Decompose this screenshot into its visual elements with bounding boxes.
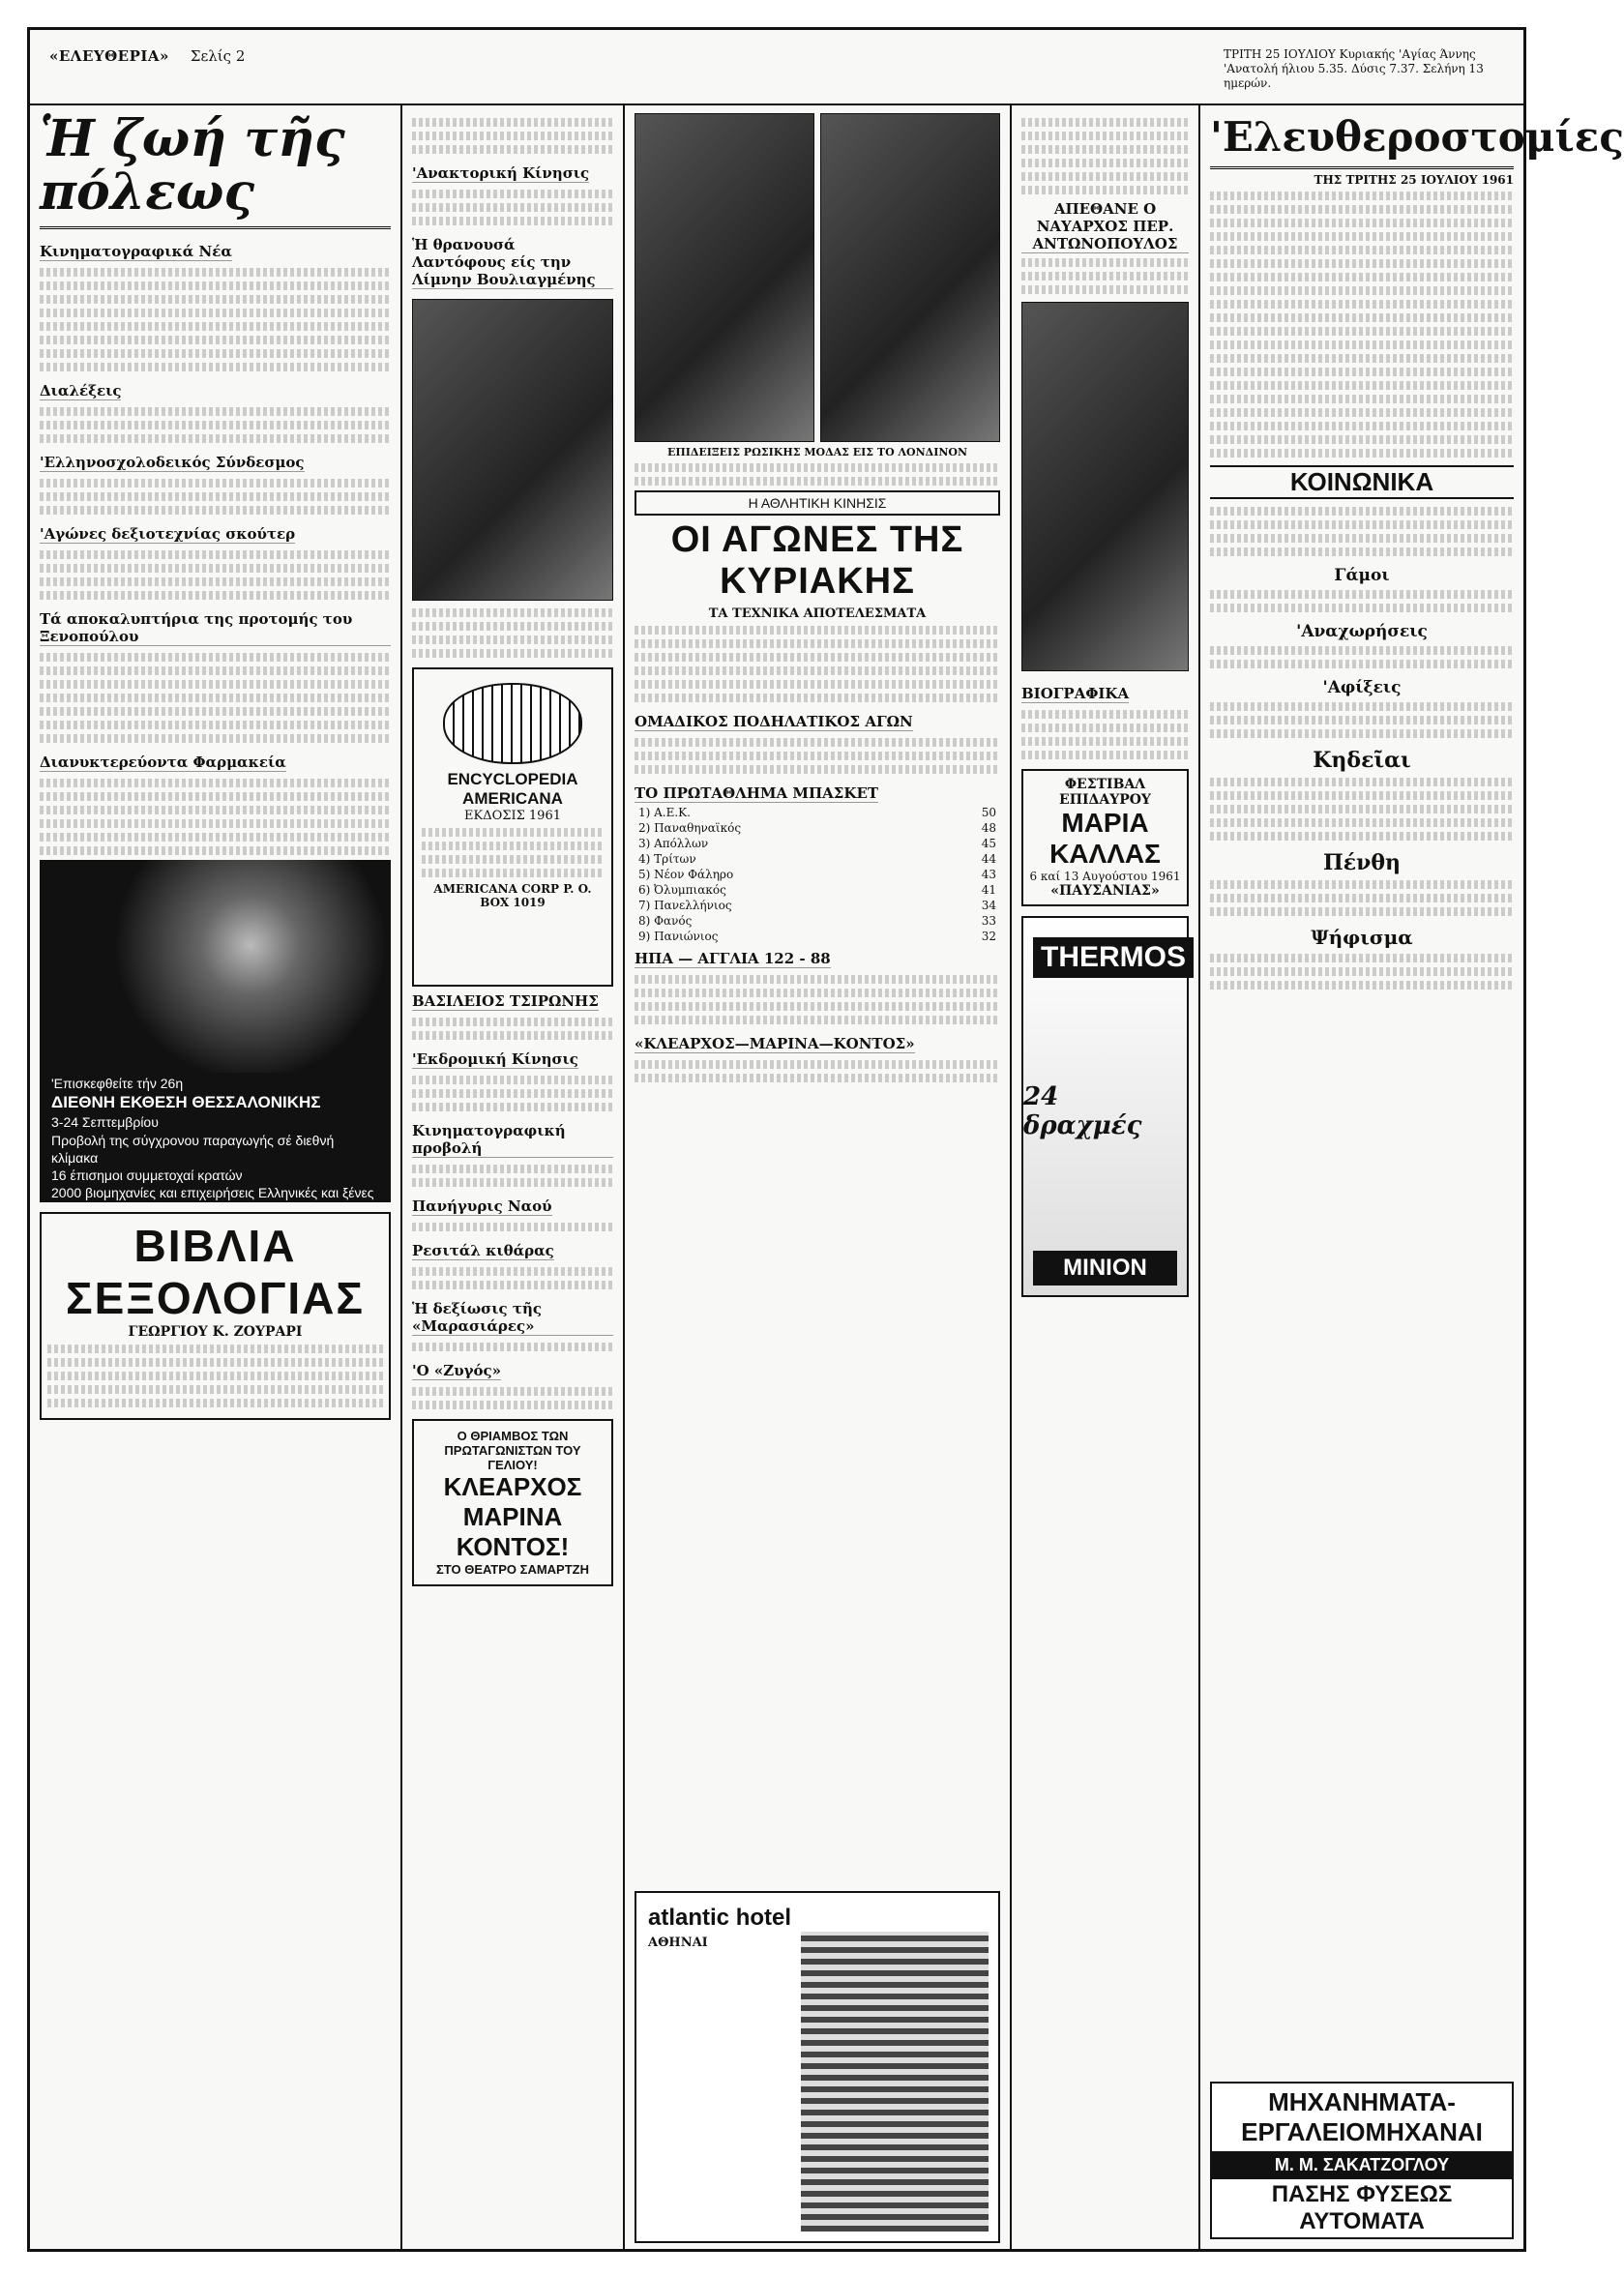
standings-row: [635, 882, 1000, 898]
theatre-advertisement: Ο ΘΡΙΑΜΒΟΣ ΤΩΝ ΠΡΩΤΑΓΩΝΙΣΤΩΝ ΤΟΥ ΓΕΛΙΟΥ! ΚΛΕΑΡΧΟΣ ΜΑΡΙΝΑ ΚΟΝΤΟΣ! ΣΤΟ ΘΕΑΤΡΟ ΣΑΜΑΡΤΖΗ: [412, 1419, 613, 1586]
social-section-title: ΚΟΙΝΩΝΙΚΑ: [1210, 465, 1514, 499]
subsection-heading: Κηδεῖαι: [1313, 748, 1411, 773]
section-heading: Τά αποκαλυπτήρια της προτομής του Ξενοπούλου: [40, 610, 391, 646]
section-heading: Ἡ θρανουσά Λαντόφους είς την Λίμνην Βουλιαγμένης: [412, 236, 613, 289]
standings-row: [635, 898, 1000, 913]
team-points: 44: [981, 852, 996, 866]
hotel-building-image: [801, 1932, 989, 2232]
thermos-advertisement: [1021, 916, 1189, 1297]
editorial-date: ΤΗΣ ΤΡΙΤΗΣ 25 ΙΟΥΛΙΟΥ 1961: [1314, 173, 1514, 187]
subsection-heading: 'Αφίξεις: [1322, 678, 1402, 697]
sexology-books-advertisement: [40, 1212, 391, 1420]
team-name: 7) Πανελλήνιος: [638, 899, 732, 912]
team-name: 2) Παναθηναϊκός: [638, 821, 742, 835]
masthead: [30, 30, 1523, 105]
section-heading: ΒΙΟΓΡΑΦΙΚΑ: [1021, 685, 1130, 702]
trade-fair-advertisement: [40, 860, 391, 1202]
team-name: 5) Νέον Φάληρο: [638, 868, 734, 881]
section-heading: «ΚΛΕΑΡΧΟΣ—ΜΑΡΙΝΑ—ΚΟΝΤΟΣ»: [635, 1035, 915, 1052]
sports-headline: ΟΙ ΑΓΩΝΕΣ ΤΗΣ ΚΥΡΙΑΚΗΣ: [670, 519, 964, 602]
sun-line: 'Ανατολή ήλιου 5.35. Δύσις 7.37. Σελήνη 13 ημερών.: [1224, 62, 1484, 90]
section-heading: Κινηματογραφικά Νέα: [40, 243, 232, 261]
paper-name: «ΕΛΕΥΘΕΡΙΑ»: [49, 47, 169, 65]
team-name: 8) Φανός: [638, 914, 693, 928]
globe-icon: [443, 683, 582, 764]
thermos-brand: THERMOS: [1033, 937, 1194, 978]
team-name: 9) Πανιώνιος: [638, 930, 719, 943]
machinery-advertisement: ΜΗΧΑΝΗΜΑΤΑ-ΕΡΓΑΛΕΙΟΜΗΧΑΝΑΙ Μ. Μ. ΣΑΚΑΤΖΟΓΛΟΥ ΠΑΣΗΣ ΦΥΣΕΩΣ ΑΥΤΟΜΑΤΑ: [1210, 2082, 1514, 2239]
festival-advertisement: ΦΕΣΤΙΒΑΛ ΕΠΙΔΑΥΡΟΥ ΜΑΡΙΑ ΚΑΛΛΑΣ 6 καί 13 Αυγούστου 1961 «ΠΑΥΣΑΝΙΑΣ»: [1021, 769, 1189, 906]
hotel-city: ΑΘΗΝΑΙ: [648, 1936, 708, 1950]
section-heading: 'Ανακτορική Κίνησις: [412, 164, 590, 182]
fashion-photos: [635, 113, 1000, 442]
column-social-news: [402, 105, 625, 2249]
subsection-heading: Πένθη: [1322, 850, 1402, 875]
photo-caption: ΕΠΙΔΕΙΞΕΙΣ ΡΩΣΙΚΗΣ ΜΟΔΑΣ ΕΙΣ ΤΟ ΛΟΝΔΙΝΟΝ: [666, 446, 968, 458]
newspaper-page: [27, 27, 1624, 2252]
section-heading: 'Εκδρομική Κίνησις: [412, 1050, 578, 1068]
hotel-advertisement: [635, 1891, 1000, 2243]
team-points: 33: [981, 914, 996, 928]
section-heading: ΗΠΑ — ΑΓΓΛΙΑ 122 - 88: [635, 950, 831, 967]
standings-row: [635, 867, 1000, 882]
admiral-headline: ΑΠΕΘΑΝΕ Ο ΝΑΥΑΡΧΟΣ ΠΕΡ. ΑΝΤΩΝΟΠΟΥΛΟΣ: [1021, 200, 1189, 253]
column-obituary: [1012, 105, 1200, 2249]
section-heading: Ἡ δεξίωσις τῆς «Μαρασιάρες»: [412, 1300, 613, 1336]
standings-row: [635, 929, 1000, 944]
team-name: 3) Απόλλων: [638, 837, 709, 850]
team-name: 1) Α.Ε.Κ.: [638, 806, 691, 819]
hotel-name: atlantic hotel: [648, 1905, 792, 1931]
section-heading: 'Ο «Ζυγός»: [412, 1362, 502, 1379]
admiral-portrait-photo: [1021, 302, 1189, 671]
team-name: 6) Ὀλυμπιακός: [638, 883, 726, 897]
section-heading: ΟΜΑΔΙΚΟΣ ΠΟΔΗΛΑΤΙΚΟΣ ΑΓΩΝ: [635, 713, 913, 730]
standings-row: [635, 820, 1000, 836]
section-heading: Πανήγυρις Ναού: [412, 1197, 552, 1215]
fashion-photo-right: [820, 113, 1000, 442]
column-sports: [625, 105, 1012, 2249]
team-points: 32: [981, 930, 996, 943]
section-heading: Διανυκτερεύοντα Φαρμακεία: [40, 754, 286, 772]
editorial-title: 'Ελευθεροστομίες: [1210, 113, 1514, 169]
section-heading: Ρεσιτάλ κιθάρας: [412, 1242, 554, 1259]
standings-row: [635, 851, 1000, 867]
sports-banner: Η ΑΘΛΗΤΙΚΗ ΚΙΝΗΣΙΣ: [635, 490, 1000, 516]
encyclopedia-advertisement: ENCYCLOPEDIA AMERICANA ΕΚΔΟΣΙΣ 1961 AMERICANA CORP P. O. BOX 1019: [412, 667, 613, 987]
books-title: ΒΙΒΛΙΑ ΣΕΞΟΛΟΓΙΑΣ: [66, 1221, 365, 1324]
books-author: ΓΕΩΡΓΙΟΥ Κ. ΖΟΥΡΑΡΙ: [128, 1324, 303, 1341]
thermos-price: 24 δραχμές: [1023, 1082, 1142, 1140]
section-heading: 'Ελληνοσχολοδεικός Σύνδεσμος: [40, 454, 305, 472]
fireworks-image: [40, 860, 391, 1073]
team-name: 4) Τρίτων: [638, 852, 696, 866]
section-heading: Διαλέξεις: [40, 382, 122, 400]
basketball-standings-table: [635, 805, 1000, 944]
section-heading: Κινηματογραφική προβολή: [412, 1122, 613, 1158]
woman-portrait-photo: [412, 299, 613, 601]
subsection-heading: 'Αναχωρήσεις: [1296, 622, 1428, 641]
hotel-advertisement-area: [635, 1891, 1000, 2239]
thermos-store: ΜΙΝΙΟΝ: [1033, 1251, 1177, 1286]
fair-text: 'Επισκεφθείτε τήν 26η ΔΙΕΘΝΗ ΕΚΘΕΣΗ ΘΕΣΣΑΛΟΝΙΚΗΣ 3-24 Σεπτεμβρίου Προβολή της σύγχρονου παραγωγής σέ διεθνή κλίμακα 16 έπισημοι συμμετοχαί κρατών 2000 βιομηχανίες και επιχειρήσεις Ελληνικές και ξένες: [51, 1076, 374, 1201]
team-points: 34: [981, 899, 996, 912]
standings-row: [635, 913, 1000, 929]
section-heading: 'Αγώνες δεξιοτεχνίας σκούτερ: [40, 525, 296, 544]
team-points: 41: [981, 883, 996, 897]
team-points: 48: [981, 821, 996, 835]
team-points: 43: [981, 868, 996, 881]
section-heading: ΒΑΣΙΛΕΙΟΣ ΤΣΙΡΩΝΗΣ: [412, 992, 599, 1010]
fashion-photo-left: [635, 113, 814, 442]
subsection-heading: Γάμοι: [1334, 566, 1390, 585]
standings-row: [635, 805, 1000, 820]
subsection-heading: Ψήφισμα: [1311, 926, 1413, 949]
page-number: Σελίς 2: [190, 47, 246, 65]
section-title: Ἡ ζωή τῆς πόλεως: [40, 113, 391, 229]
date-line: ΤΡΙΤΗ 25 ΙΟΥΛΙΟΥ Κυριακής 'Αγίας Άννης: [1224, 47, 1476, 61]
sports-subheadline: ΤΑ ΤΕΧΝΙΚΑ ΑΠΟΤΕΛΕΣΜΑΤΑ: [708, 606, 927, 621]
team-points: 45: [981, 837, 996, 850]
team-points: 50: [981, 806, 996, 819]
standings-row: [635, 836, 1000, 851]
column-editorial: [1200, 105, 1624, 2249]
column-city-life: [30, 105, 402, 2249]
section-heading: ΤΟ ΠΡΩΤΑΘΛΗΜΑ ΜΠΑΣΚΕΤ: [635, 784, 879, 802]
date-meta: [1224, 47, 1504, 91]
